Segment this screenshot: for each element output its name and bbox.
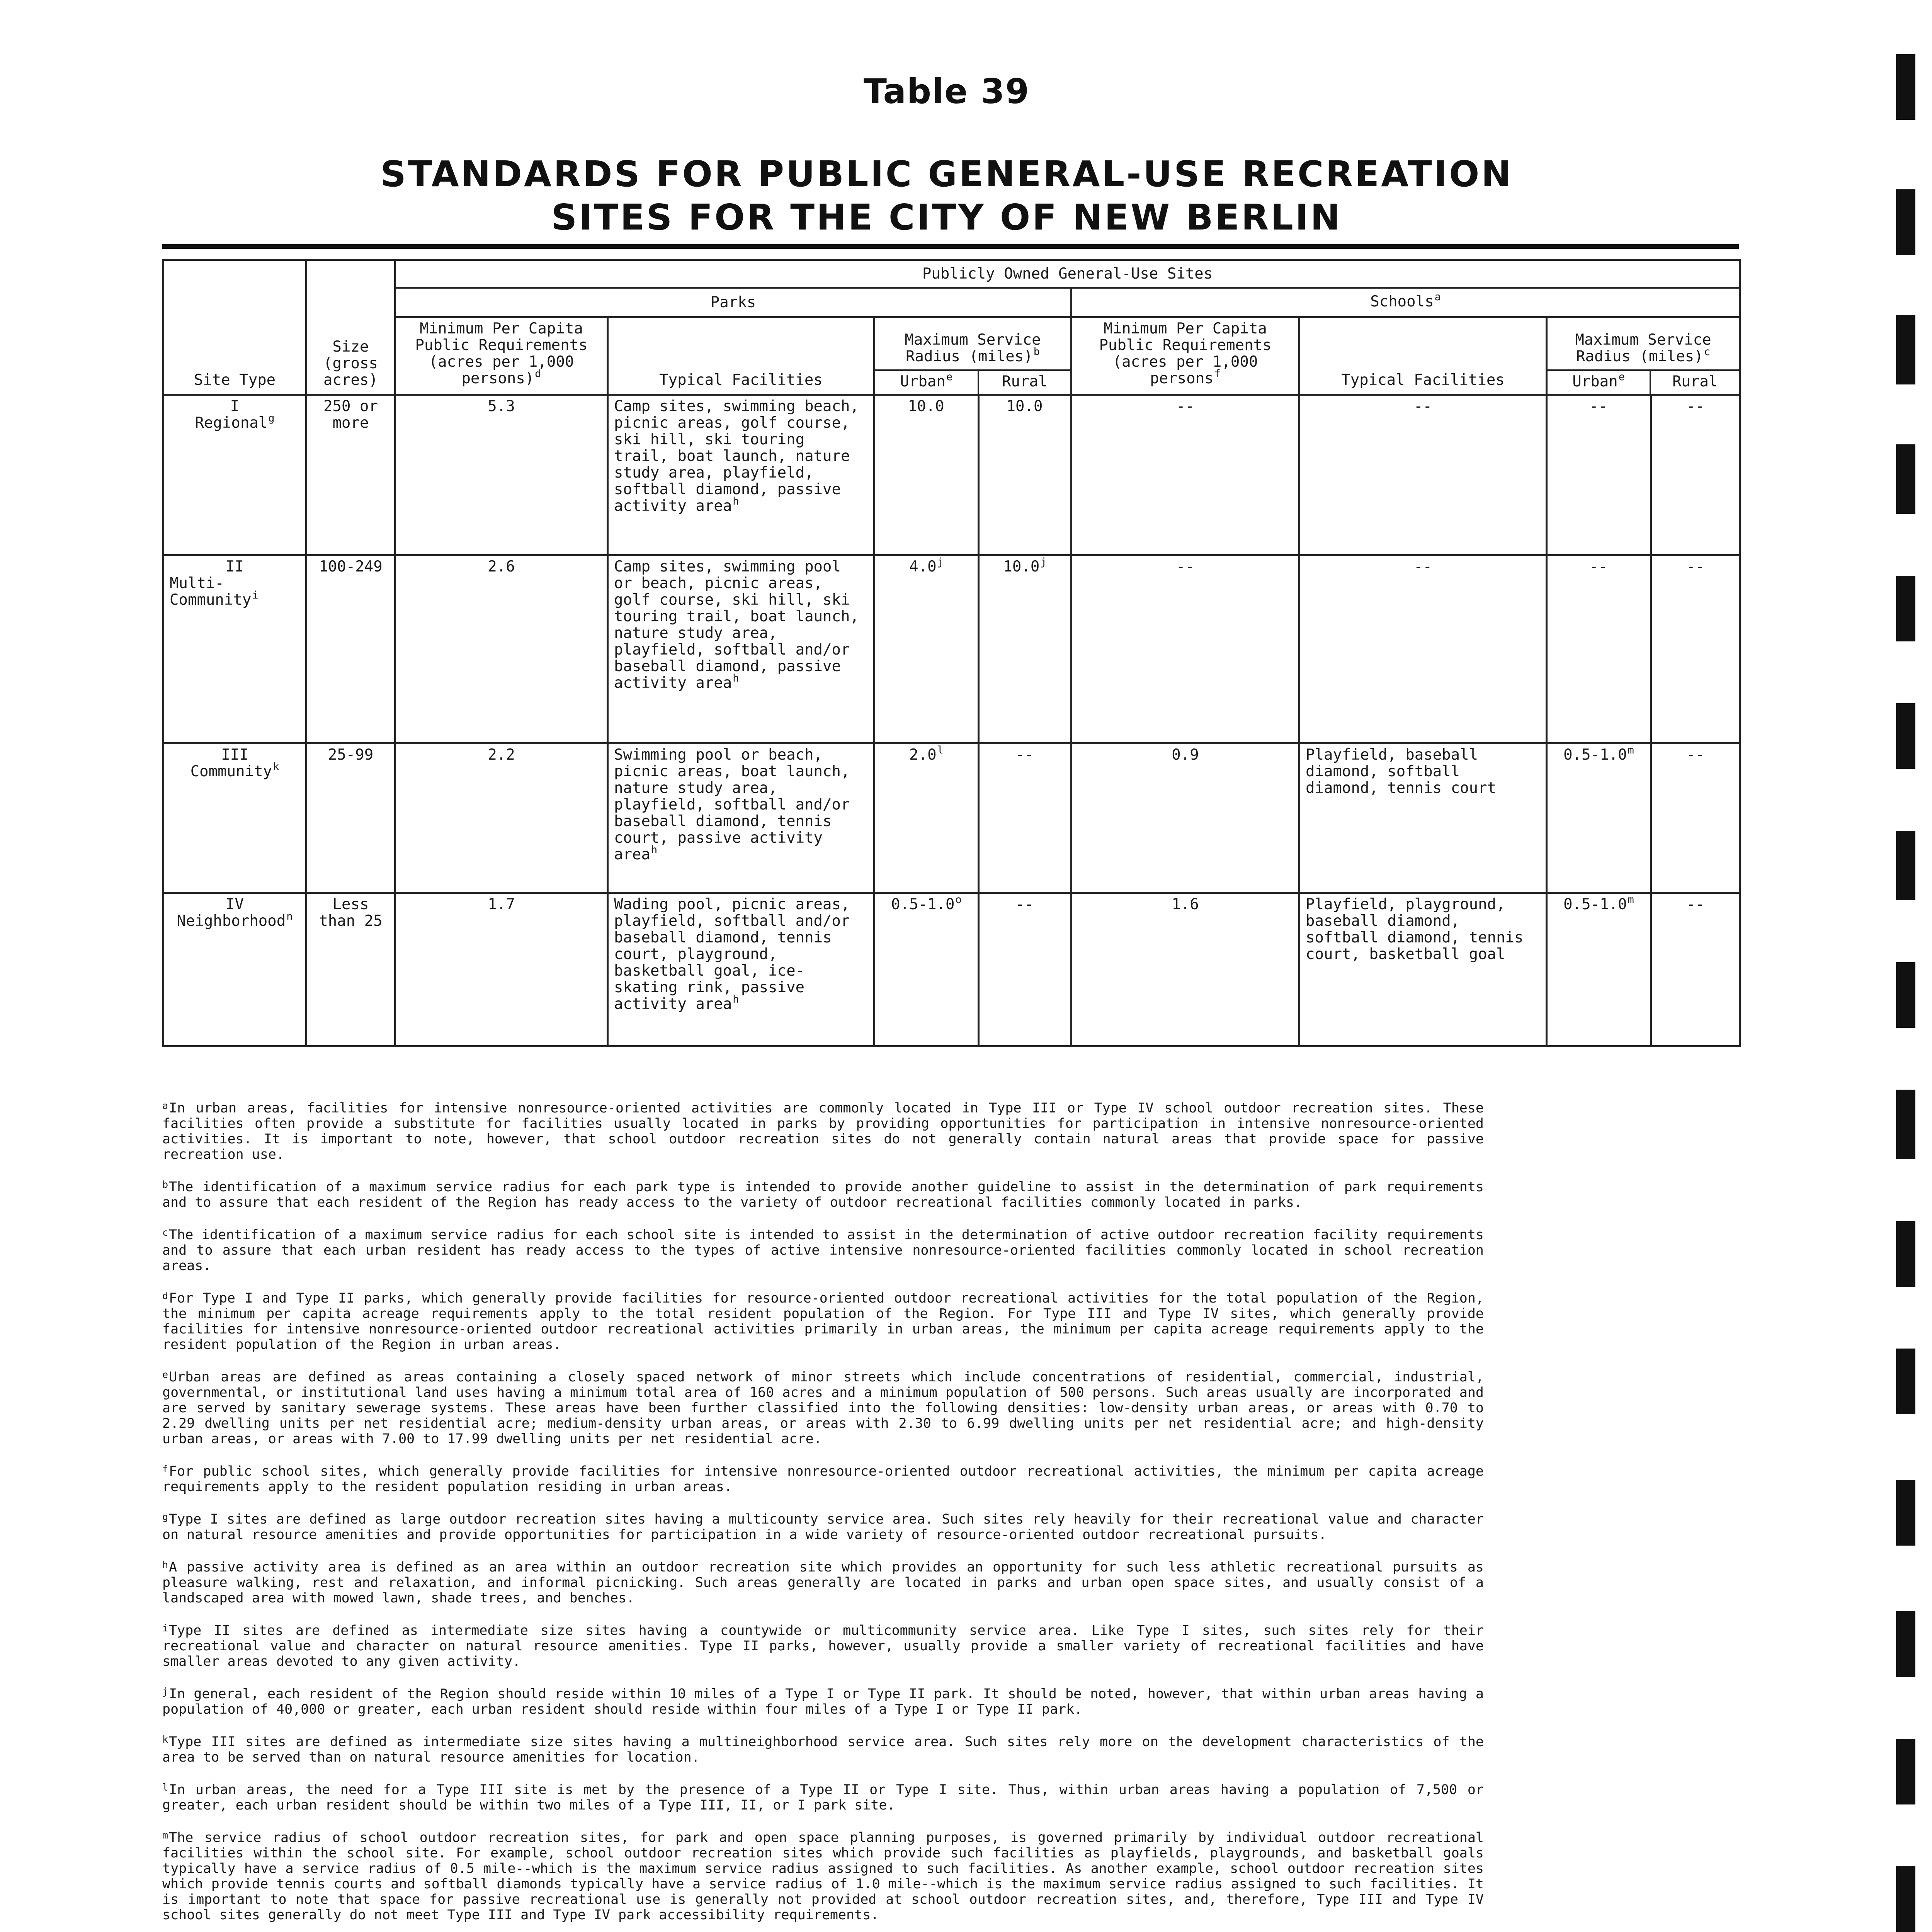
school-urban-cell: 0.5-1.0$^m$ bbox=[1547, 893, 1651, 1046]
park-facilities-cell: Camp sites, swimming beach, picnic areas, golf course, ski hill, ski touring trail, boat launch, nature study area, playfield, softball diamond, passive activity area$^h$ bbox=[608, 395, 874, 555]
footnote-ref: h bbox=[651, 844, 658, 856]
header-school-urban: Urban$^e$ bbox=[1548, 371, 1651, 394]
footnote-ref: j bbox=[1040, 556, 1047, 568]
table-row bbox=[163, 395, 1740, 555]
footnote: $^h$A passive activity area is defined as an area within an outdoor recreation site which provides an opportunity for such less athletic recreational pursuits as pleasure walking, rest and relaxation, and informal picnicking. Such areas generally are located in parks and urban open space sites, and usually consist of a landscaped area with mowed lawn, shade trees, and benches. bbox=[162, 1559, 1484, 1606]
footnote-ref: n bbox=[286, 910, 293, 922]
header-park-radius: Maximum Service Radius (miles)$^b$ Urban$^e$ Rural bbox=[874, 317, 1071, 395]
footnote-ref: e bbox=[1618, 371, 1625, 383]
title-line-1: STANDARDS FOR PUBLIC GENERAL-USE RECREATION bbox=[380, 153, 1513, 195]
park-min-cell: 2.6 bbox=[395, 555, 608, 743]
park-facilities-cell: Camp sites, swimming pool or beach, picnic areas, golf course, ski hill, ski touring trail, boat launch, nature study area, playfield, softball and/or baseball diamond, passive activity area$^h$ bbox=[608, 555, 874, 743]
park-urban-cell: 10.0 bbox=[874, 395, 979, 555]
title-rule bbox=[162, 244, 1739, 249]
site-type-cell: III Community$^k$ bbox=[163, 743, 306, 893]
footnote-ref: h bbox=[733, 993, 739, 1005]
footnote-ref: e bbox=[946, 371, 953, 383]
size-cell: 25-99 bbox=[306, 743, 395, 893]
header-school-min: Minimum Per Capita Public Requirements (acres per 1,000 persons$^f$ bbox=[1071, 317, 1299, 395]
footnote-ref: m bbox=[1628, 894, 1634, 906]
margin-mark bbox=[1896, 1090, 1915, 1159]
footnote-ref: k bbox=[273, 761, 279, 773]
margin-mark bbox=[1896, 54, 1915, 120]
footnote: $^f$For public school sites, which generally provide facilities for intensive nonresource-oriented outdoor recreational activities, the minimum per capita acreage requirements apply to the resident population residing in urban areas. bbox=[162, 1463, 1484, 1495]
footnote-ref: o bbox=[955, 894, 962, 906]
footnote: $^d$For Type I and Type II parks, which generally provide facilities for resource-oriented outdoor recreational activities for the total population of the Region, the minimum per capita acreage requirements apply to the total resident population of the Region. For Type III and Type IV sites, which generally provide facilities for intensive nonresource-oriented outdoor recreational activities primarily in urban areas, the minimum per capita acreage requirements apply to the resident population of the Region in urban areas. bbox=[162, 1290, 1484, 1352]
school-urban-cell: 0.5-1.0$^m$ bbox=[1547, 743, 1651, 893]
park-min-cell: 2.2 bbox=[395, 743, 608, 893]
school-min-cell: -- bbox=[1071, 395, 1299, 555]
park-rural-cell: -- bbox=[979, 893, 1071, 1046]
school-facilities-cell: -- bbox=[1299, 555, 1547, 743]
park-rural-cell: 10.0$^j$ bbox=[979, 555, 1071, 743]
header-school-radius: Maximum Service Radius (miles)$^c$ Urban$^e$ Rural bbox=[1547, 317, 1740, 395]
header-rural: Rural bbox=[1002, 373, 1048, 390]
header-school-facilities: Typical Facilities bbox=[1299, 317, 1547, 395]
footnotes bbox=[162, 1100, 1484, 1932]
footnote: $^g$Type I sites are defined as large outdoor recreation sites having a multicounty service area. Such sites rely heavily for their recreational value and character on natural resource amenities and provide opportunities for participation in a wide variety of resource-oriented outdoor recreational pursuits. bbox=[162, 1511, 1484, 1543]
school-rural-cell: -- bbox=[1651, 893, 1740, 1046]
footnote-ref: c bbox=[1704, 346, 1711, 358]
footnote-ref: l bbox=[937, 744, 944, 756]
margin-mark bbox=[1896, 831, 1915, 900]
school-rural-cell: -- bbox=[1651, 555, 1740, 743]
footnote-ref: f bbox=[1214, 368, 1221, 380]
table-number: Table 39 bbox=[863, 71, 1030, 111]
school-facilities-cell: Playfield, playground, baseball diamond, softball diamond, tennis court, basketball goal bbox=[1299, 893, 1547, 1046]
footnote: $^b$The identification of a maximum service radius for each park type is intended to provide another guideline to assist in the determination of park requirements and to assure that each resident of the Region has ready access to the variety of outdoor recreational facilities commonly located in parks. bbox=[162, 1179, 1484, 1210]
footnote: $^j$In general, each resident of the Region should reside within 10 miles of a Type I or Type II park. It should be noted, however, that within urban areas having a population of 40,000 or greater, each urban resident should reside within four miles of a Type I or Type II park. bbox=[162, 1686, 1484, 1717]
footnote-ref: h bbox=[733, 672, 739, 684]
school-min-cell: 1.6 bbox=[1071, 893, 1299, 1046]
footnote: $^l$In urban areas, the need for a Type III site is met by the presence of a Type II or Type I site. Thus, within urban areas having a population of 7,500 or greater, each urban resident should be within two miles of a Type III, II, or I park site. bbox=[162, 1782, 1484, 1813]
margin-mark bbox=[1896, 576, 1915, 641]
site-type-cell: IV Neighborhood$^n$ bbox=[163, 893, 306, 1046]
park-facilities-cell: Swimming pool or beach, picnic areas, boat launch, nature study area, playfield, softball and/or baseball diamond, tennis court, passive activity area$^h$ bbox=[608, 743, 874, 893]
table-row bbox=[163, 555, 1740, 743]
footnote-ref: d bbox=[535, 368, 541, 380]
size-cell: Less than 25 bbox=[306, 893, 395, 1046]
park-rural-cell: 10.0 bbox=[979, 395, 1071, 555]
table-row bbox=[163, 743, 1740, 893]
footnote: $^m$The service radius of school outdoor recreation sites, for park and open space planning purposes, is governed primarily by individual outdoor recreational facilities within the school site. For example, school outdoor recreation sites which provide such facilities as playfields, playgrounds, and basketball goals typically have a service radius of 0.5 mile--which is the maximum service radius assigned to such facilities. As another example, school outdoor recreation sites which provide tennis courts and softball diamonds typically have a service radius of 1.0 mile--which is the maximum service radius assigned to such facilities. It is important to note that space for passive recreational use is generally not provided at school outdoor recreation sites, and, therefore, Type III and Type IV school sites generally do not meet Type III and Type IV park accessibility requirements. bbox=[162, 1830, 1484, 1923]
header-parks: Parks bbox=[395, 288, 1071, 317]
table-title bbox=[0, 153, 1893, 239]
margin-mark bbox=[1896, 962, 1915, 1028]
school-urban-cell: -- bbox=[1547, 395, 1651, 555]
standards-table bbox=[162, 259, 1741, 1047]
footnote-ref: m bbox=[1628, 744, 1634, 756]
margin-mark bbox=[1896, 1480, 1915, 1546]
margin-mark bbox=[1896, 444, 1915, 514]
header-site-type: Site Type bbox=[163, 260, 306, 395]
footnote: $^c$The identification of a maximum service radius for each school site is intended to assist in the determination of active outdoor recreation facility requirements and to assure that each urban resident has ready access to the types of active intensive nonresource-oriented facilities commonly located in school recreation areas. bbox=[162, 1227, 1484, 1274]
header-size: Size (gross acres) bbox=[306, 260, 395, 395]
school-rural-cell: -- bbox=[1651, 743, 1740, 893]
school-facilities-cell: Playfield, baseball diamond, softball diamond, tennis court bbox=[1299, 743, 1547, 893]
footnote: $^a$In urban areas, facilities for intensive nonresource-oriented activities are commonly located in Type III or Type IV school outdoor recreation sites. These facilities often provide a substitute for facilities usually located in parks by providing opportunities for participation in intensive nonresource-oriented activities. It is important to note, however, that school outdoor recreation sites do not generally contain natural areas that provide space for passive recreation use. bbox=[162, 1100, 1484, 1162]
title-line-2: SITES FOR THE CITY OF NEW BERLIN bbox=[551, 197, 1342, 238]
school-min-cell: 0.9 bbox=[1071, 743, 1299, 893]
margin-mark bbox=[1896, 1739, 1915, 1804]
park-urban-cell: 2.0$^l$ bbox=[874, 743, 979, 893]
margin-mark bbox=[1896, 315, 1915, 384]
park-urban-cell: 4.0$^j$ bbox=[874, 555, 979, 743]
school-facilities-cell: -- bbox=[1299, 395, 1547, 555]
park-min-cell: 5.3 bbox=[395, 395, 608, 555]
footnote-ref: a bbox=[1434, 291, 1441, 303]
site-type-cell: I Regional$^g$ bbox=[163, 395, 306, 555]
margin-mark bbox=[1896, 1611, 1915, 1677]
header-school-rural: Rural bbox=[1672, 373, 1718, 390]
school-urban-cell: -- bbox=[1547, 555, 1651, 743]
park-facilities-cell: Wading pool, picnic areas, playfield, softball and/or baseball diamond, tennis court, playground, basketball goal, ice-skating rink, passive activity area$^h$ bbox=[608, 893, 874, 1046]
margin-mark bbox=[1896, 1349, 1915, 1414]
park-min-cell: 1.7 bbox=[395, 893, 608, 1046]
footnote-ref: i bbox=[252, 589, 259, 601]
header-park-min: Minimum Per Capita Public Requirements (acres per 1,000 persons)$^d$ bbox=[395, 317, 608, 395]
school-rural-cell: -- bbox=[1651, 395, 1740, 555]
footnote-ref: h bbox=[733, 495, 739, 507]
margin-mark bbox=[1896, 703, 1915, 769]
header-publicly-owned: Publicly Owned General-Use Sites bbox=[395, 260, 1740, 288]
header-urban: Urban$^e$ bbox=[875, 371, 979, 394]
footnote-ref: b bbox=[1033, 346, 1040, 358]
park-urban-cell: 0.5-1.0$^o$ bbox=[874, 893, 979, 1046]
footnote: $^i$Type II sites are defined as intermediate size sites having a countywide or multicommunity service area. Like Type I sites, such sites rely for their recreational value and character on natural resource amenities. Type II parks, however, usually provide a smaller variety of recreational facilities and have smaller areas devoted to any given activity. bbox=[162, 1622, 1484, 1669]
footnote-ref: j bbox=[937, 556, 944, 568]
margin-mark bbox=[1896, 189, 1915, 255]
footnote: $^k$Type III sites are defined as intermediate size sites having a multineighborhood service area. Such sites rely more on the development characteristics of the area to be served than on natural resource amenities for location. bbox=[162, 1734, 1484, 1765]
school-min-cell: -- bbox=[1071, 555, 1299, 743]
park-rural-cell: -- bbox=[979, 743, 1071, 893]
header-park-facilities: Typical Facilities bbox=[608, 317, 874, 395]
size-cell: 100-249 bbox=[306, 555, 395, 743]
footnote-ref: g bbox=[268, 412, 275, 424]
size-cell: 250 or more bbox=[306, 395, 395, 555]
site-type-cell: II Multi-Community$^i$ bbox=[163, 555, 306, 743]
table-row bbox=[163, 893, 1740, 1046]
margin-mark bbox=[1896, 1221, 1915, 1287]
margin-mark bbox=[1896, 1866, 1915, 1932]
footnote: $^e$Urban areas are defined as areas containing a closely spaced network of minor streets which include concentrations of residential, commercial, industrial, governmental, or institutional land uses having a minimum total area of 160 acres and a minimum population of 500 persons. Such areas usually are incorporated and are served by sanitary sewerage systems. These areas have been further classified into the following densities: low-density urban areas, or areas with 0.70 to 2.29 dwelling units per net residential acre; medium-density urban areas, or areas with 2.30 to 6.99 dwelling units per net residential acre; and high-density urban areas, or areas with 7.00 to 17.99 dwelling units per net residential acre. bbox=[162, 1369, 1484, 1447]
header-schools: Schools$^a$ bbox=[1071, 288, 1740, 317]
